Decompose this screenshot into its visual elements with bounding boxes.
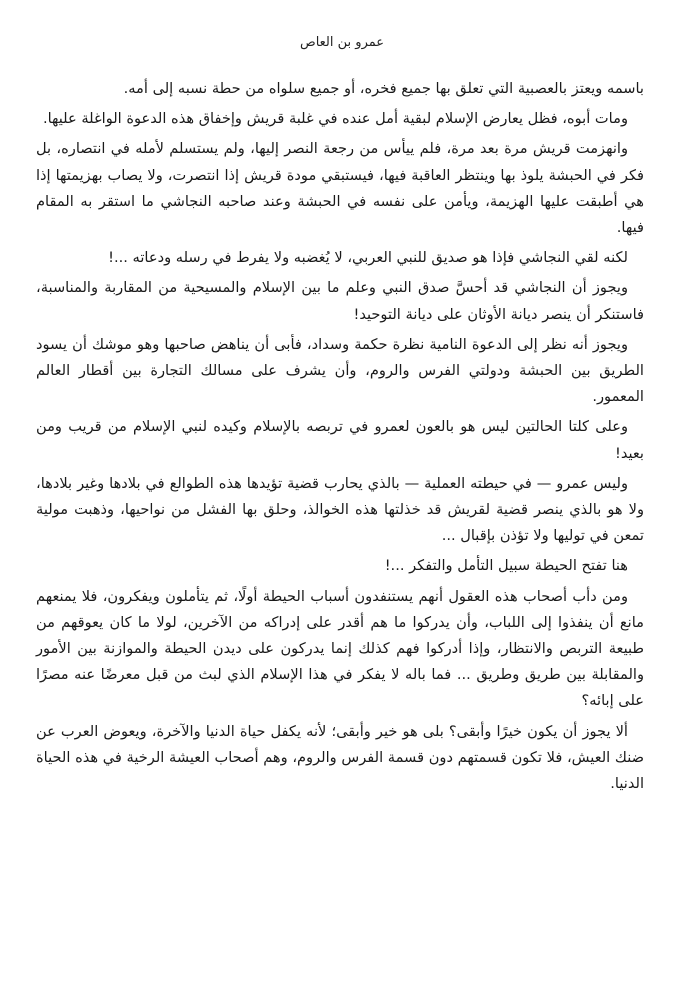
paragraph: وانهزمت قريش مرة بعد مرة، فلم ييأس من رجعة النصر إليها، ولم يستسلم لأمله في انتصاره، بل فكر في الحبشة يلوذ بها وينتظر العاقبة فيها، فيستبقي مودة قريش إذا انتصرت، ولا يصاب بهزيمتها إذا هي أطبقت عليها الهزيمة، ويأمن على نفسه في الحبشة وعند صاحبه النجاشي ما استقر به المقام فيها.	[36, 140, 644, 237]
paragraph: هنا تفتح الحيطة سبيل التأمل والتفكر ...!	[384, 557, 628, 575]
paragraph: وعلى كلتا الحالتين ليس هو بالعون لعمرو في تربصه بالإسلام وكيده لنبي الإسلام من قريب ومن بعيد!	[36, 418, 644, 462]
paragraph: وليس عمرو — في حيطته العملية — بالذي يحارب قضية تؤيدها هذه الطوالع في بلادها وغير بلادها، ولا هو بالذي ينصر قضية لقريش قد خذلتها هذه الخوالذ، وحلق بها الفشل من نواحيها، وذهبت مولية تمعن في توليها ولا تؤذن بإقبال ...	[36, 474, 644, 545]
paragraph: ومات أبوه، فظل يعارض الإسلام لبقية أمل عنده في غلبة قريش وإخفاق هذه الدعوة الواغلة عليها.	[42, 110, 628, 128]
paragraph: لكنه لقي النجاشي فإذا هو صديق للنبي العربي، لا يُغضبه ولا يفرط في رسله ودعاته ...!	[108, 249, 628, 267]
paragraph: ويجوز أن النجاشي قد أحسَّ صدق النبي وعلم ما بين الإسلام والمسيحية من المقاربة والمناسبة، فاستنكر أن ينصر ديانة الأوثان على ديانة التوحيد!	[36, 279, 644, 323]
paragraph: باسمه ويعتز بالعصبية التي تعلق بها جميع فخره، أو جميع سلواه من حطة نسبه إلى أمه.	[123, 80, 644, 97]
running-header: عمرو بن العاص	[299, 35, 385, 50]
paragraph: ألا يجوز أن يكون خيرًا وأبقى؟ بلى هو خير وأبقى؛ لأنه يكفل حياة الدنيا والآخرة، ويعوض العرب عن ضنك العيش، فلا تكون قسمتهم دون قسمة الفرس والروم، وهم أصحاب العيشة الرخية في هذه الحياة الدنيا.	[36, 722, 644, 793]
paragraph: ومن دأب أصحاب هذه العقول أنهم يستنفدون أسباب الحيطة أولًا، ثم يتأملون ويفكرون، فلا يمنعهم مانع أن ينفذوا إلى اللباب، وأن يدركوا ما هم أقدر على إدراكه من الآخرين، لولا ما كان يعوقهم من طبيعة التربص والانتظار، وإذا أدركوا فهم كذلك إنما يدركون على ديدن الحيطة والموازنة بين الأمور والمقابلة بين طريق وطريق ... فما باله لا يفكر في هذا الإسلام الذي لبث من قبل معرضًا عنه مصرًا على إبائه؟	[36, 587, 644, 710]
page-body	[36, 76, 644, 801]
paragraph: ويجوز أنه نظر إلى الدعوة النامية نظرة حكمة وسداد، فأبى أن يناهض صاحبها وهو موشك أن يسود الطريق بين الحبشة ودولتي الفرس والروم، وأن يشرف على مسالك التجارة بين أقطار العالم المعمور.	[36, 335, 644, 406]
